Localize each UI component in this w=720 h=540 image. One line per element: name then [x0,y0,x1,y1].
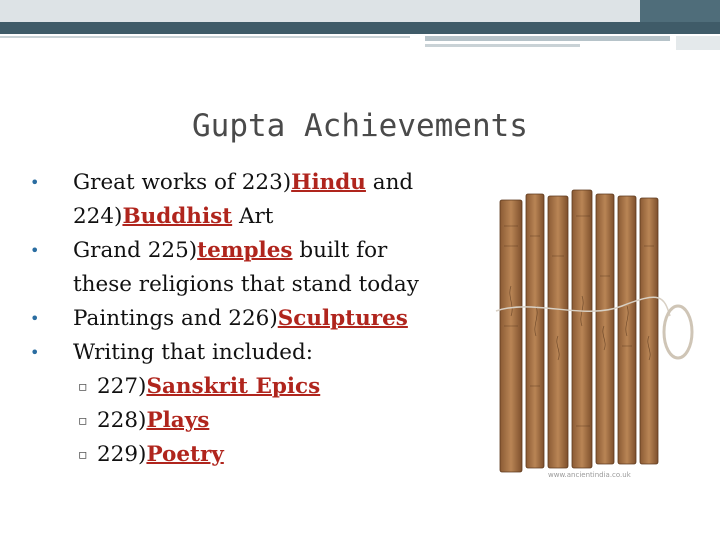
answer-text: Poetry [146,442,224,467]
bullet-list [30,166,485,472]
square-bullet-icon: ▫ [78,413,88,429]
answer-text: Buddhist [122,204,233,229]
slide-title: Gupta Achievements [192,108,528,144]
cord-loop [664,306,692,358]
list-item: • Writing that included: [30,336,485,370]
answer-text: temples [197,238,293,263]
manuscript-strips [500,190,658,472]
answer-text: Sanskrit Epics [146,374,321,399]
bullet-icon: • [30,309,40,328]
sub-list-item: ▫ 228)Plays [30,404,485,438]
answer-text: Hindu [291,170,366,195]
answer-text: Sculptures [277,306,408,331]
list-item: • Grand 225)temples built for these religions that stand today [30,234,485,302]
sub-list-item: ▫ 227)Sanskrit Epics [30,370,485,404]
bullet-icon: • [30,173,40,192]
list-item: • Great works of 223)Hindu and 224)Buddhist Art [30,166,485,234]
sub-list-item: ▫ 229)Poetry [30,438,485,472]
square-bullet-icon: ▫ [78,379,88,395]
palm-leaf-manuscripts-image [494,186,694,486]
answer-text: Plays [146,408,210,433]
list-item: • Paintings and 226)Sculptures [30,302,485,336]
image-caption: www.ancientindia.co.uk [548,471,631,479]
square-bullet-icon: ▫ [78,447,88,463]
bullet-icon: • [30,241,40,260]
bullet-icon: • [30,343,40,362]
